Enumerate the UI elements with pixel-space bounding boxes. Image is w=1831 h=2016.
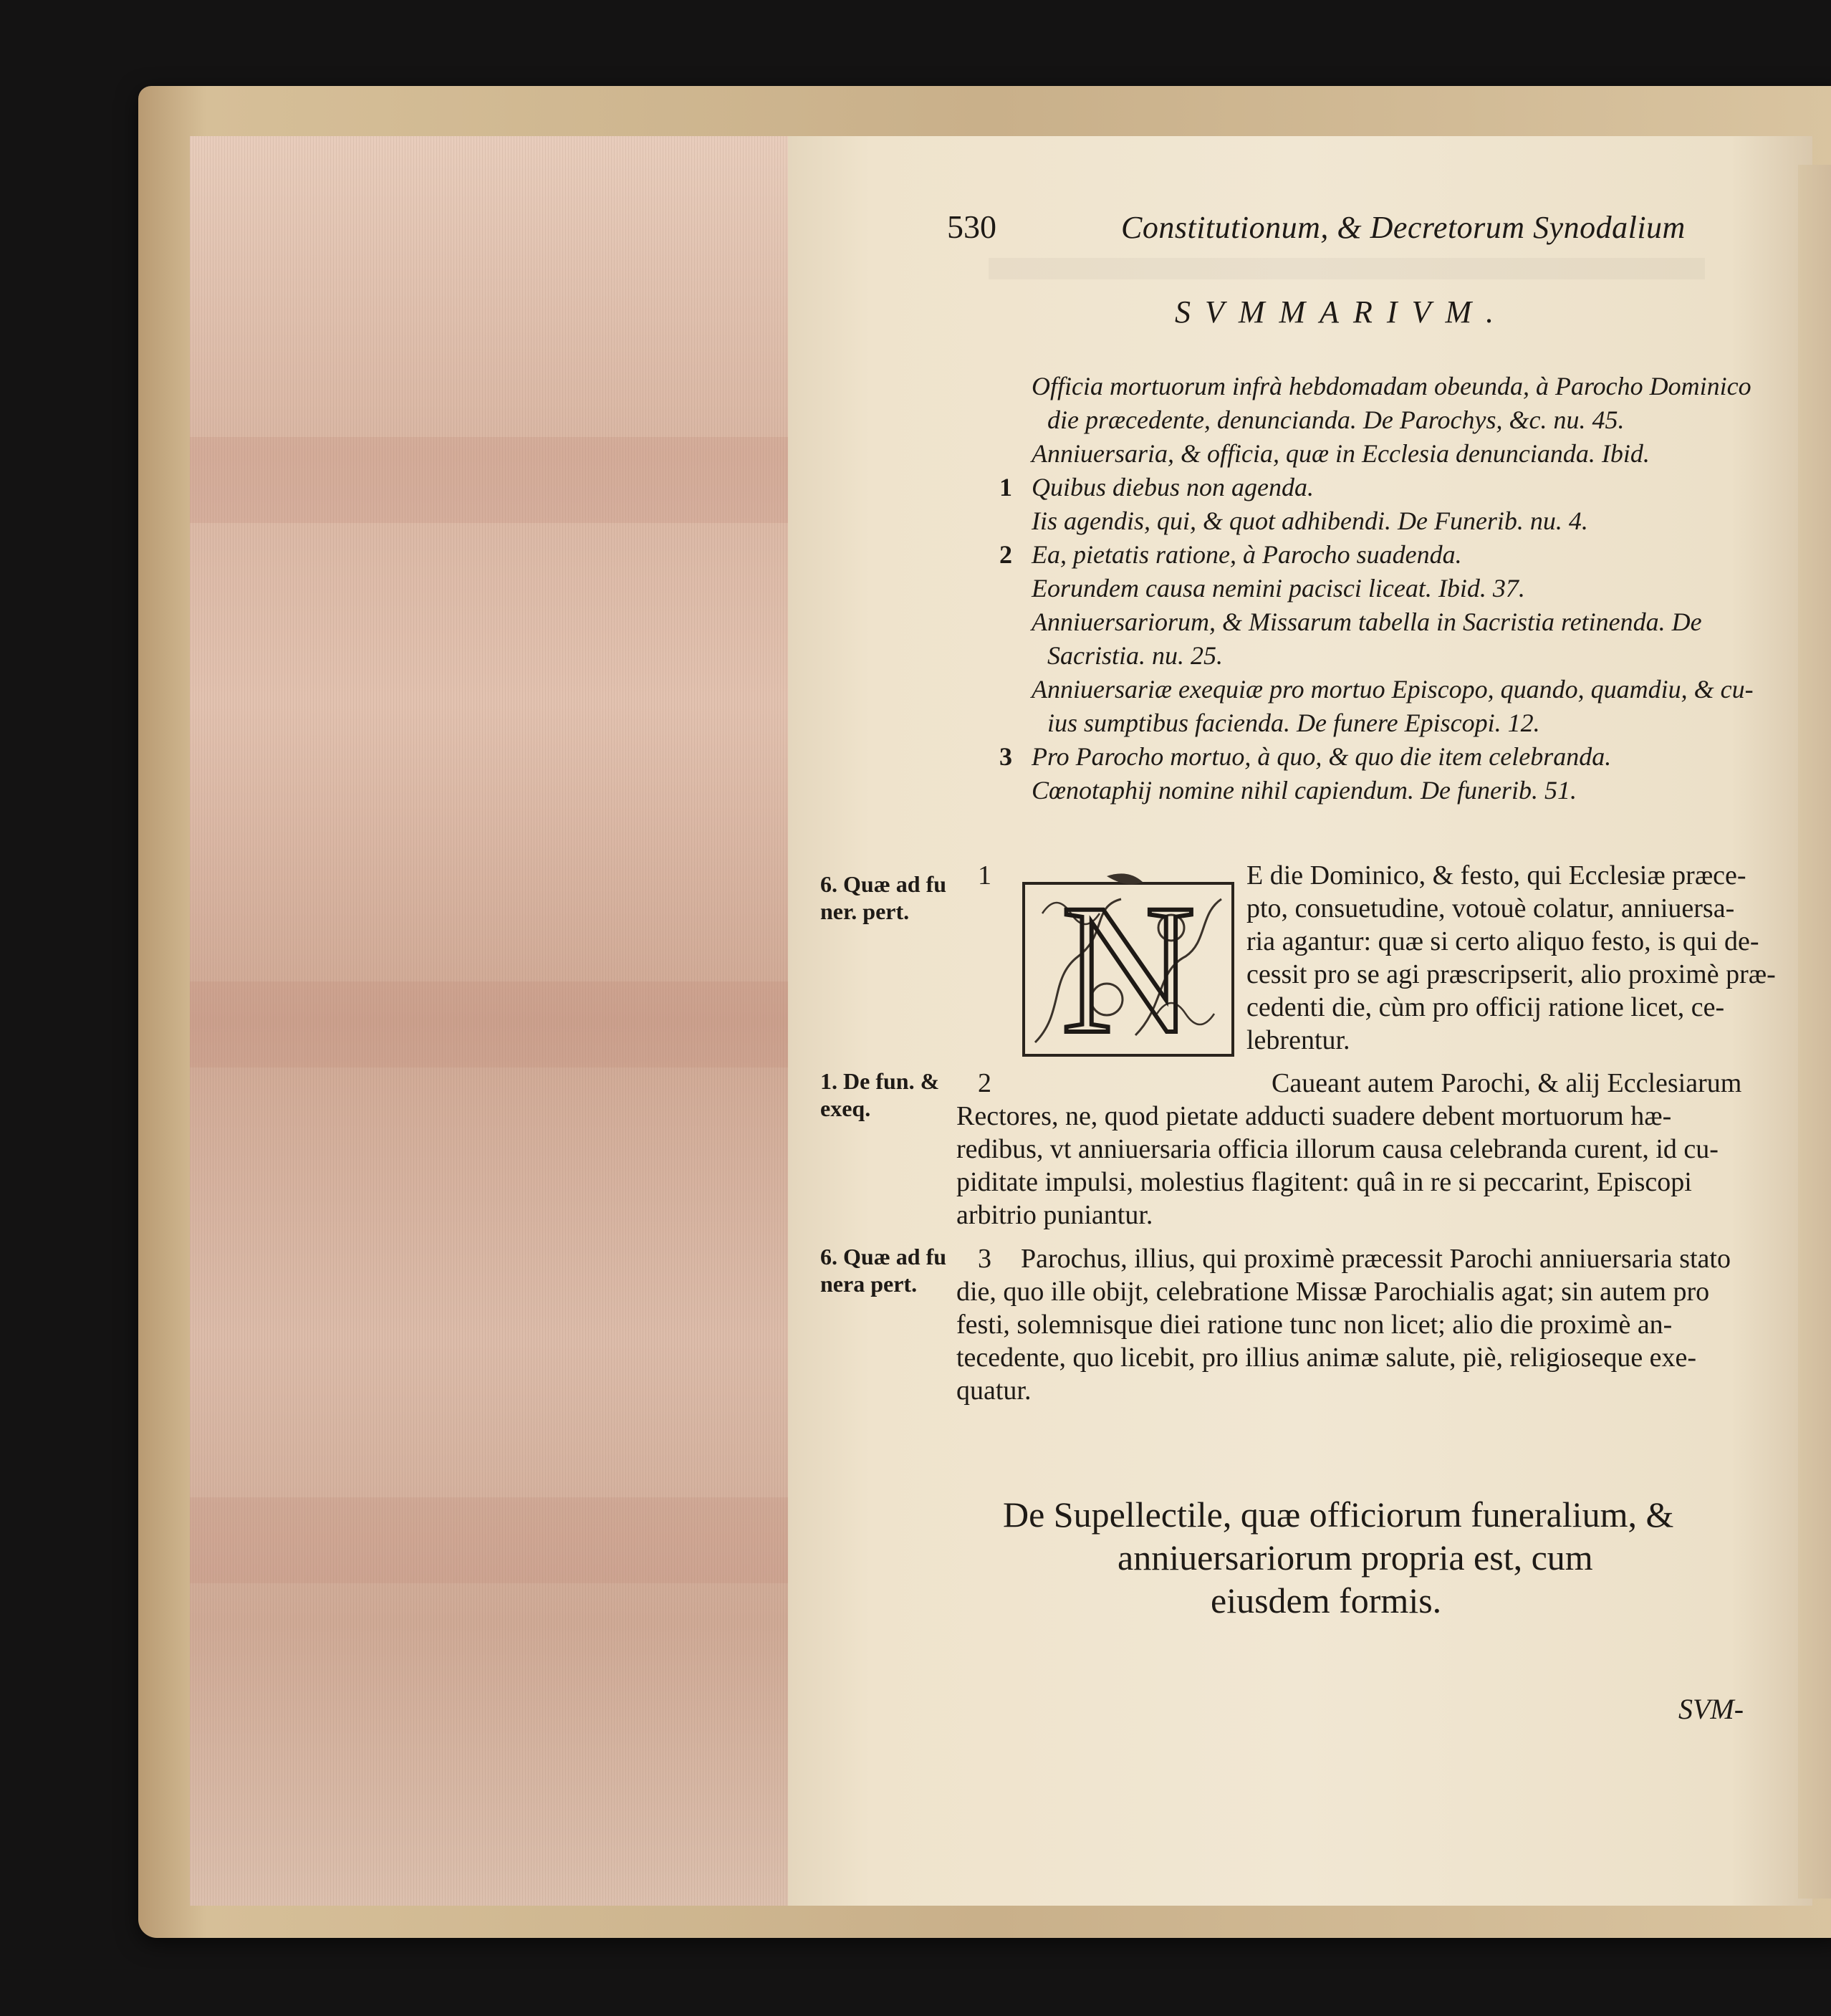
body-line: festi, solemnisque diei ratione tunc non licet; alio die proximè an- — [956, 1310, 1673, 1340]
summary-line: Quibus diebus non agenda. — [1032, 473, 1314, 501]
summary-line: Eorundem causa nemini pacisci liceat. Ibid. 37. — [1032, 574, 1525, 603]
body-line: cessit pro se agi præscripserit, alio proximè præ- — [1246, 959, 1776, 989]
summary-line: Officia mortuorum infrà hebdomadam obeunda, à Parocho Dominico — [1032, 372, 1751, 400]
summary-line: Anniuersariorum, & Missarum tabella in Sacristia retinenda. De — [1032, 608, 1702, 636]
body-line: piditate impulsi, molestius flagitent: quâ in re si peccarint, Episcopi — [956, 1167, 1692, 1197]
paragraph-number: 1 — [978, 860, 991, 891]
body-line: pto, consuetudine, votouè colatur, anniuersa- — [1246, 893, 1735, 923]
body-line: tecedente, quo licebit, pro illius animæ salute, piè, religioseque exe- — [956, 1343, 1697, 1373]
section-heading: anniuersariorum propria est, cum — [1118, 1537, 1593, 1578]
summary-number: 2 — [999, 540, 1012, 569]
page-number: 530 — [947, 208, 996, 245]
summary-line: Anniuersaria, & officia, quæ in Ecclesia denuncianda. Ibid. — [1032, 439, 1650, 468]
body-line: Parochus, illius, qui proximè præcessit Parochi anniuersaria stato — [1021, 1244, 1731, 1274]
summary-number: 3 — [999, 742, 1012, 771]
paragraph-number: 3 — [978, 1244, 991, 1274]
section-heading: eiusdem formis. — [1211, 1580, 1442, 1621]
running-title: Constitutionum, & Decretorum Synodalium — [1121, 210, 1686, 245]
body-line: quatur. — [956, 1376, 1032, 1406]
summary-line: ius sumptibus facienda. De funere Episcopi. 12. — [1047, 709, 1540, 737]
initial-letter: N — [1061, 870, 1196, 1060]
section-heading: De Supellectile, quæ officiorum funeralium, & — [1003, 1494, 1674, 1535]
body-line: Rectores, ne, quod pietate adducti suadere debent mortuorum hæ- — [956, 1101, 1672, 1131]
body-line: ria agantur: quæ si certo aliquo festo, is qui de- — [1246, 926, 1759, 956]
edge-shading — [190, 437, 788, 523]
body-line: lebrentur. — [1246, 1025, 1350, 1055]
body-line: redibus, vt anniuersaria officia illorum causa celebranda curent, id cu- — [956, 1134, 1719, 1164]
decorated-initial — [1021, 870, 1236, 1060]
body-line: arbitrio puniantur. — [956, 1200, 1153, 1230]
page-right-edge — [1798, 165, 1831, 1899]
margin-note: 6. Quæ ad fu ner. pert. — [820, 871, 947, 924]
body-line: Caueant autem Parochi, & alij Ecclesiarum — [1272, 1068, 1742, 1098]
summary-line: die præcedente, denuncianda. De Parochys, &c. nu. 45. — [1047, 405, 1625, 434]
summary-line: Sacristia. nu. 25. — [1047, 641, 1224, 670]
margin-note: 6. Quæ ad fu nera pert. — [820, 1244, 947, 1297]
body-line: E die Dominico, & festo, qui Ecclesiæ præce- — [1246, 860, 1746, 891]
summary-line: Pro Parocho mortuo, à quo, & quo die item celebranda. — [1032, 742, 1612, 771]
summary-line: Iis agendis, qui, & quot adhibendi. De Funerib. nu. 4. — [1032, 507, 1588, 535]
initial-ornament — [1021, 870, 1236, 1060]
edge-shading — [190, 981, 788, 1067]
summary-line: Ea, pietatis ratione, à Parocho suadenda. — [1032, 540, 1462, 569]
catchword: SVM- — [1678, 1693, 1744, 1725]
page-block-fore-edge — [190, 136, 789, 1906]
margin-note: 1. De fun. & exeq. — [820, 1068, 940, 1121]
paragraph-number: 2 — [978, 1068, 991, 1098]
summary-title: SVMMARIVM. — [1175, 294, 1509, 330]
summary-number: 1 — [999, 473, 1012, 501]
summary-line: Anniuersariæ exequiæ pro mortuo Episcopo, quando, quamdiu, & cu- — [1032, 675, 1754, 704]
body-line: cedenti die, cùm pro officij ratione licet, ce- — [1246, 992, 1725, 1022]
body-line: die, quo ille obijt, celebratione Missæ Parochialis agat; sin autem pro — [956, 1277, 1710, 1307]
bleed-through — [989, 258, 1705, 279]
edge-shading — [190, 1497, 788, 1583]
summary-line: Cœnotaphij nomine nihil capiendum. De funerib. 51. — [1032, 776, 1577, 805]
